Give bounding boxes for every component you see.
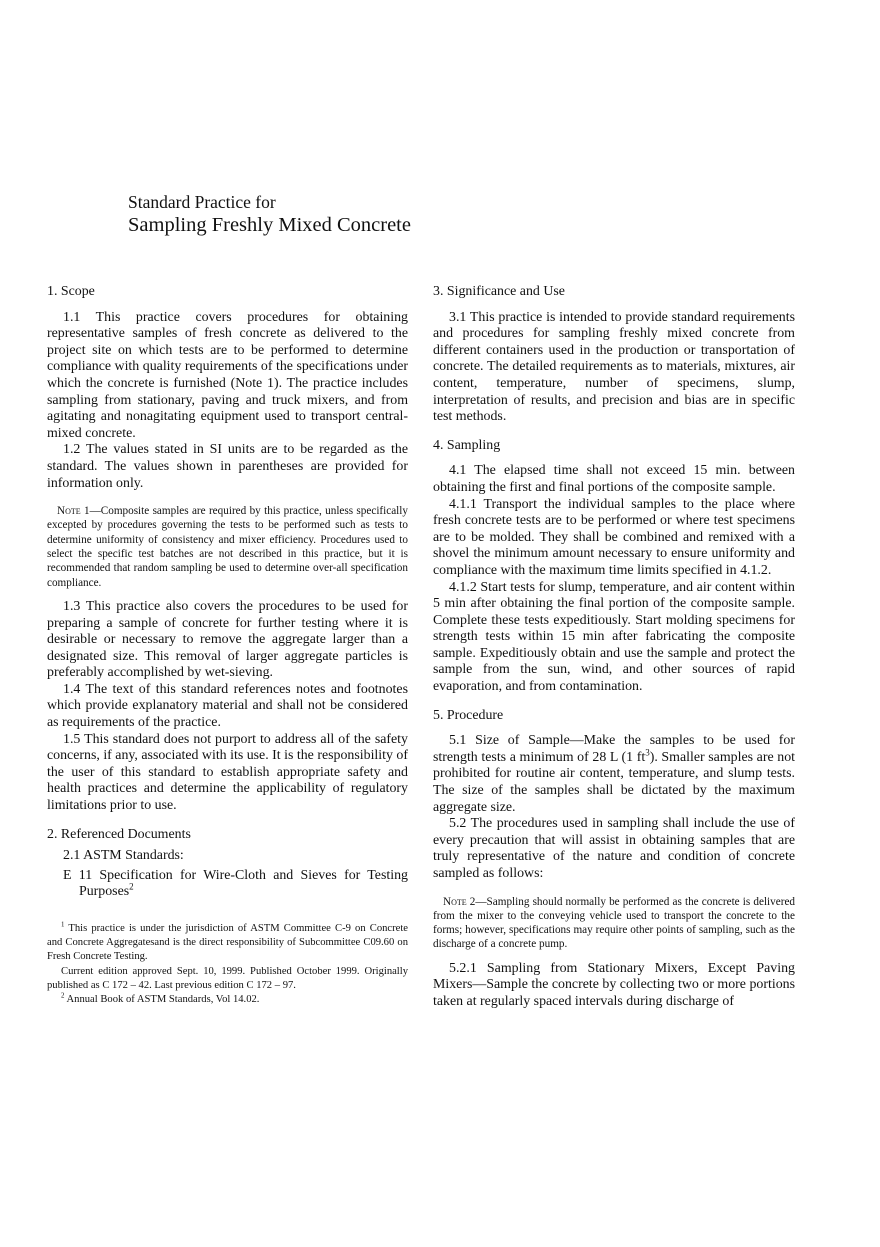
section-2-heading: 2. Referenced Documents xyxy=(47,826,191,842)
section-1-heading: 1. Scope xyxy=(47,284,95,299)
note-2-text: 2—Sampling should normally be performed as the concrete is delivered from the mixer to the conveying vehicle used to transport the concrete to the forms; however, specifications may require other points of sampling, such as the discharge of a concrete pump. xyxy=(433,895,795,951)
note-1-label: Note xyxy=(57,505,81,518)
right-column xyxy=(433,284,795,1011)
reference-e11-text: E 11 Specification for Wire-Cloth and Sieves for Testing Purposes xyxy=(63,867,408,900)
paragraph-3-1: 3.1 This practice is intended to provide standard requirements and procedures for sampling freshly mixed concrete from different containers used in the production or transportation of concrete. The detailed requirements as to materials, mixtures, air content, temperature, number of specimens, slump, interpretation of results, and precision and bias are in specific test methods. xyxy=(433,309,795,425)
paragraph-5-1-text-a: 5.1 Size of Sample—Make the samples to be used for strength tests a minimum of 28 L (1 ft xyxy=(433,733,795,765)
paragraph-1-1: 1.1 This practice covers procedures for obtaining representative samples of fresh concrete as delivered to the project site on which tests are to be performed to determine compliance with quality requirements of the specifications under which the concrete is furnished (Note 1). The practice includes sampling from stationary, paving and truck mixers, and from agitating and nonagitating equipment used to transport central-mixed concrete. xyxy=(47,309,408,441)
footnote-2-marker: 2 xyxy=(61,992,65,1000)
paragraph-5-2-1: 5.2.1 Sampling from Stationary Mixers, Except Paving Mixers—Sample the concrete by collecting two or more portions taken at regularly spaced intervals during discharge of xyxy=(433,960,795,1009)
footnote-2-text: Annual Book of ASTM Standards, Vol 14.02. xyxy=(64,994,260,1006)
paragraph-1-5: 1.5 This standard does not purport to address all of the safety concerns, if any, associated with its use. It is the responsibility of the user of this standard to establish appropriate safety and health practices and determine the applicability of regulatory limitations prior to use. xyxy=(47,731,408,814)
left-column xyxy=(47,284,408,901)
paragraph-4-1-2: 4.1.2 Start tests for slump, temperature, and air content within 5 min after obtaining the final portion of the composite sample. Complete these tests expeditiously. Start molding specimens for strength tests within 15 min after fabricating the composite sample. Expeditiously obtain and use the sample and protect the sample from the sun, wind, and other sources of rapid evaporation, and from contamination. xyxy=(433,579,795,695)
paragraph-5-2: 5.2 The procedures used in sampling shall include the use of every precaution that will assist in obtaining samples that are truly representative of the nature and condition of concrete sampled as follows: xyxy=(433,816,795,881)
footnote-ref-2: 2 xyxy=(129,881,134,892)
note-2-label: Note xyxy=(443,895,467,908)
footnote-1 xyxy=(47,922,408,965)
cubic-superscript: 3 xyxy=(645,747,650,758)
paragraph-1-4: 1.4 The text of this standard references notes and footnotes which provide explanatory material and shall not be considered as requirements of the practice. xyxy=(47,681,408,731)
paragraph-4-1: 4.1 The elapsed time shall not exceed 15 min. between obtaining the first and final portions of the composite sample. xyxy=(433,463,795,495)
note-1 xyxy=(47,504,408,590)
section-4-heading: 4. Sampling xyxy=(433,437,501,453)
paragraph-4-1-1: 4.1.1 Transport the individual samples to the place where fresh concrete tests are to be performed or where test specimens are to be molded. They shall be combined and remixed with a shovel the minimum amount necessary to ensure uniformity and compliance with the maximum time limits specified in 4.1.2. xyxy=(433,496,795,578)
title-line-1: Standard Practice for xyxy=(128,192,276,212)
paragraph-5-1 xyxy=(433,733,795,816)
section-5-heading: 5. Procedure xyxy=(433,707,504,723)
footnotes xyxy=(47,922,408,1007)
paragraph-2-1: 2.1 ASTM Standards: xyxy=(63,848,184,864)
note-2 xyxy=(433,895,795,952)
reference-e11 xyxy=(63,868,408,901)
footnote-1b: Current edition approved Sept. 10, 1999. Published October 1999. Originally published as C 172 – 42. Last previous edition C 172 – 97. xyxy=(47,965,408,991)
paragraph-1-2: 1.2 The values stated in SI units are to be regarded as the standard. The values shown in parentheses are provided for information only. xyxy=(47,442,408,491)
footnote-1-text: This practice is under the jurisdiction of ASTM Committee C-9 on Concrete and Concrete Aggregatesand is the direct responsibility of Subcommittee C09.60 on Fresh Concrete Testing. xyxy=(47,923,408,963)
note-1-text: 1—Composite samples are required by this practice, unless specifically excepted by procedures governing the tests to be performed such as tests to determine uniformity of consistency and mixer efficiency. Procedures used to select the specific test batches are not described in this practice, but it is recommended that random sampling be used to determine over-all specification compliance. xyxy=(47,505,408,589)
title-line-2: Sampling Freshly Mixed Concrete xyxy=(128,214,411,236)
document-title xyxy=(128,192,411,238)
footnote-1-marker: 1 xyxy=(61,921,65,929)
paragraph-1-3: 1.3 This practice also covers the procedures to be used for preparing a sample of concrete for further testing where it is desirable or necessary to remove the aggregate larger than a designated size. This removal of larger aggregate particles is preferably accomplished by wet-sieving. xyxy=(47,598,408,681)
paragraph-5-1-text-b: ). Smaller samples are not prohibited for routine air content, temperature, and slump tests. The size of the samples shall be dictated by the maximum aggregate size. xyxy=(433,749,795,815)
section-3-heading: 3. Significance and Use xyxy=(433,284,565,299)
footnote-2 xyxy=(47,993,408,1007)
